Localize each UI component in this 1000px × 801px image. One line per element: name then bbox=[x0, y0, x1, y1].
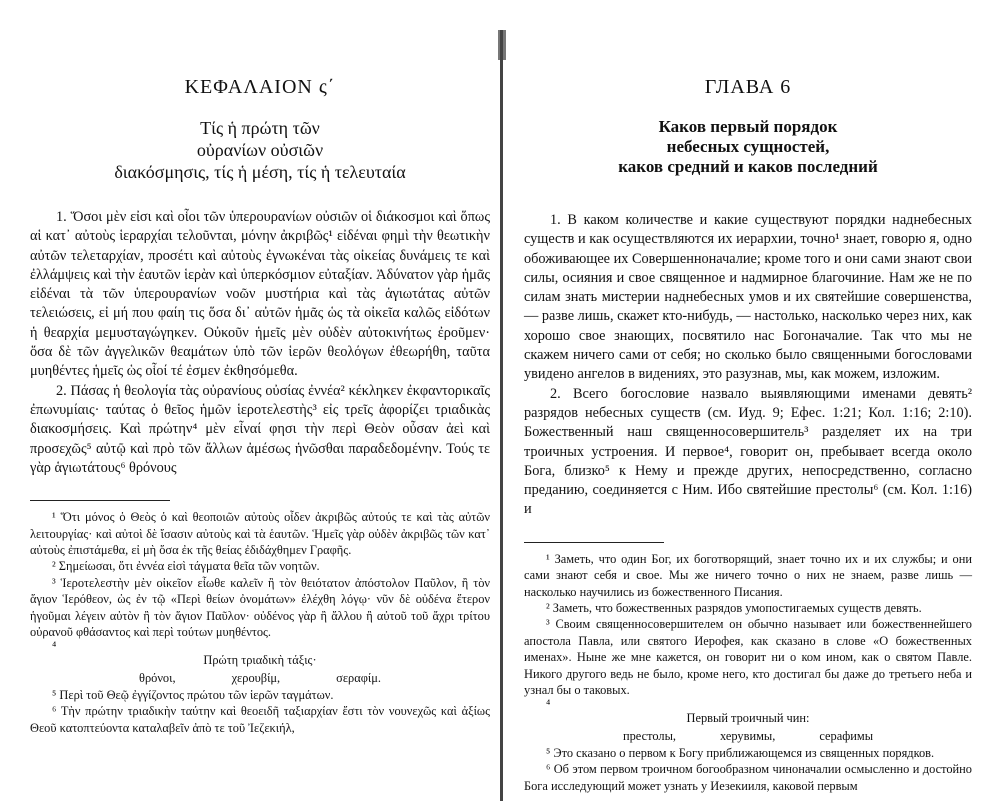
rank: престолы, bbox=[622, 728, 676, 743]
main-text bbox=[30, 208, 490, 478]
chapter-subtitle bbox=[30, 117, 490, 183]
chapter-title: ГЛАВА 6 bbox=[704, 76, 792, 98]
rank: херувимы, bbox=[720, 728, 776, 743]
rank: χερουβίμ, bbox=[231, 670, 281, 685]
footnote-rule bbox=[524, 542, 664, 543]
footnote-rule bbox=[30, 500, 170, 501]
footnote: ² Σημείωσαι, ὅτι ἐννέα εἰσὶ τάγματα θεῖα τῶν νοητῶν. bbox=[52, 559, 320, 574]
page-gutter bbox=[500, 30, 503, 801]
paragraph: 2. Всего богословие назвало выявляющими именами девять² разрядов небесных существ (см. Иуд. 9; Ефес. 1:21; Кол. 1:16; 2:10). Божественный наш священносовершитель³ разделяет их на три троичных устроения. И первое⁴, говорит он, пребывает всегда около Бога, близко⁵ к Нему и прежде других, непосредственно, согласно преданию, соединяется с Ним. Ибо святейшие престолы⁶ (см. Кол. 1:16) и bbox=[524, 385, 972, 518]
rank: σεραφίμ. bbox=[336, 670, 381, 685]
chapter-subtitle bbox=[524, 117, 972, 177]
russian-page bbox=[506, 0, 1000, 801]
footnote-marker: ⁴ bbox=[52, 639, 57, 654]
subtitle-line: Τίς ἡ πρώτη τῶν bbox=[200, 118, 320, 138]
footnote: ² Заметь, что божественных разрядов умопостигаемых существ девять. bbox=[546, 600, 922, 615]
footnote: ⁵ Это сказано о первом к Богу приближающемся из священных порядков. bbox=[546, 745, 935, 760]
footnote: ⁵ Περὶ τοῦ Θεῷ ἐγγίζοντος πρώτου τῶν ἱερῶν ταγμάτων. bbox=[52, 687, 334, 702]
footnote: ³ Ἱεροτελεστὴν μὲν οἰκεῖον εἶωθε καλεῖν ἢ τὸν θειότατον ἀπόστολον Παῦλον, ἢ τὸν ἅγιον Ἱερόθεον, ὡς ἐν τῷ «Περὶ θείων ὀνομάτων» ἐλέχθη λόγῳ· νῦν δὲ οὐδένα ἕτερον ἡγοῦμαι λέγειν αὐτὸν ἢ τὸν ἅγιον Παῦλον· οὐδένος γὰρ ἢ ἄλλου ἢ αὐτοῦ τοῦ ἄχρι τρίτου οὐρανοῦ φθάσαντος καὶ περὶ τούτων μυηθέντος. bbox=[30, 575, 490, 639]
footnote-marker: ⁴ bbox=[546, 697, 551, 712]
footnote: ³ Своим священносовершителем он обычно называет или божественнейшего апостола Павла, или святого Иерофея, как сказано в слове «О божественных именах». Ныне же мне кажется, он говорит ни о ком ином, как о святом Павле. Никого другого ведь не было, кроме него, кто достигал бы даже до третьего неба и узнал бы о таковых. bbox=[524, 617, 972, 697]
footnote: ⁶ Τὴν πρώτην τριαδικὴν ταύτην καὶ θεοειδῆ ταξιαρχίαν ἔστι τὸν νουνεχῶς καὶ ἀξίως Θεοῦ κατοπτεύοντα καταλαβεῖν ἀπὸ τε τοῦ Ἰεζεκιήλ, bbox=[30, 704, 490, 735]
paragraph: 1. В каком количестве и какие существуют порядки наднебесных существ и как осуществляются их иерархии, точно¹ знает, говорю я, одно обоживающее их Совершенноначалие; кроме того и они сами знают свои силы, осияния и свое священное и надмирное благочиние. Нам же не по силам знать мистерии наднебесных умов и их святейшие совершенства, — разве лишь, скажет кто-нибудь, — настолько, насколько через них, как хорошо свое знающих, посвятило нас Богоначалие. Так что мы не скажем ничего сами от себя; но сколько было священными богословами увидено ангелов в видениях, это разузнав, мы, как можем, изложим. bbox=[524, 212, 972, 383]
paragraph: 2. Πάσας ἡ θεολογία τὰς οὐρανίους οὐσίας ἐννέα² κέκληκεν ἐκφαντορικαῖς ἐπωνυμίαις· ταύτας ὁ θεῖος ἡμῶν ἱεροτελεστὴς³ εἰς τρεῖς ἀφορίζει τριαδικὰς διακοσμήσεις. Καὶ πρώτην⁴ μὲν εἶναί φησι τὴν περὶ Θεὸν οὖσαν ἀεὶ καὶ προσεχῶς⁵ αὐτῷ καὶ πρὸ τῶν ἄλλων ἀμέσως ἡνῶσθαι παραδεδομένην. Τούς τε γὰρ ἁγιωτάτους⁶ θρόνους bbox=[30, 382, 490, 476]
subtitle-line: οὐρανίων οὐσιῶν bbox=[196, 140, 324, 160]
subtitle-line: Каков первый порядок bbox=[658, 117, 838, 136]
subtitle-line: διακόσμησις, τίς ἡ μέση, τίς ἡ τελευταία bbox=[114, 162, 406, 182]
ranks-row bbox=[524, 727, 972, 745]
footnote: ¹ Ὅτι μόνος ὁ Θεὸς ὁ καὶ θεοποιῶν αὐτοὺς οἶδεν ἀκριβῶς αὐτούς τε καὶ τὰς αὐτῶν λειτουργίας· καὶ αὐτοὶ δὲ ἴσασιν αὐτοὺς καὶ τὰ ἑαυτῶν. Ἡμεῖς γὰρ οὐδὲν ἀκριβῶς τῶν κατ᾽ αὐτοὺς ἐπιστάμεθα, εἰ μὴ ὅσα ἐκ τῆς θείας ἐδιδάχθημεν Γραφῆς. bbox=[30, 510, 490, 557]
subtitle-line: небесных сущностей, bbox=[666, 137, 830, 156]
footnotes bbox=[524, 551, 972, 794]
greek-page bbox=[0, 0, 498, 801]
main-text bbox=[524, 211, 972, 520]
footnote-heading: Πρώτη τριαδικὴ τάξις· bbox=[203, 653, 317, 668]
paragraph: 1. Ὅσοι μὲν εἰσι καὶ οἷοι τῶν ὑπερουρανίων οὐσιῶν οἱ διάκοσμοι καὶ ὅπως αἱ κατ᾽ αὐτοὺς ἱεραρχίαι τελοῦνται, μόνην ἀκριβῶς¹ εἰδέναι φημὶ τὴν θεωτικὴν αὐτῶν τελεταρχίαν, προσέτι καὶ αὐτοὺς ἐγνωκέναι τὰς οἰκείας δυνάμεις τε καὶ ἐλλάμψεις καὶ τὴν ἑαυτῶν ἱερὰν καὶ ὑπερκόσμιον εὐταξίαν. Ἀδύνατον γὰρ ἡμᾶς εἰδέναι τὰ τῶν ὑπερουρανίων νοῶν μυστήρια καὶ τὰς ἁγιωτάτας αὐτῶν τελειώσεις, εἰ μή που φαίη τις ὅσα δι᾽ αὐτῶν ἡμᾶς ὡς τὰ οἰκεῖα καλῶς εἰδότων ἡ θεαρχία μεμυσταγώγηκεν. Οὐκοῦν ἡμεῖς μὲν οὐδὲν αὐτοκινήτως ἐροῦμεν· ὅσα δὲ τῶν ἀγγελικῶν θεαμάτων ὑπὸ τῶν ἱερῶν θεολόγων ἐθεωρήθη, ταῦτα μυηθέντες ἡμεῖς ὡς οἷοί τέ ἐσμεν ἐκθησόμεθα. bbox=[30, 209, 490, 380]
subtitle-line: каков средний и каков последний bbox=[618, 157, 878, 176]
rank: серафимы bbox=[819, 728, 874, 743]
chapter-title: ΚΕΦΑΛΑΙΟΝ ς΄ bbox=[184, 76, 336, 98]
ranks-row bbox=[30, 669, 490, 687]
footnote-heading: Первый троичный чин: bbox=[686, 711, 810, 726]
footnote: ⁶ Об этом первом троичном богообразном чиноначалии осмысленно и достойно Бога исследующий может узнать у Иезекииля, каковой первым bbox=[524, 762, 972, 793]
rank: θρόνοι, bbox=[139, 670, 176, 685]
footnote: ¹ Заметь, что один Бог, их боготворящий, знает точно их и их службы; и они сами знают себя и свое. Мы же ничего точно о них не знаем, разве лишь — насколько научились из божественного Писания. bbox=[524, 551, 972, 599]
footnotes bbox=[30, 509, 490, 736]
